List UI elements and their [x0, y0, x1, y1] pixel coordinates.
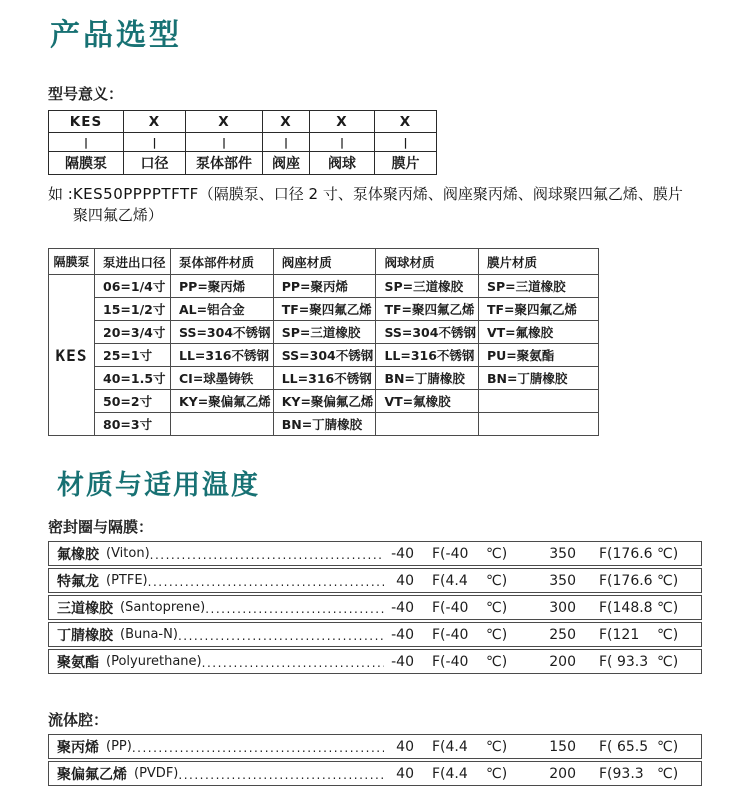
- model-example-text: [48, 184, 710, 226]
- seat-material-cell: TF=聚四氟乙烯: [273, 298, 376, 321]
- material-name: 特氟龙: [57, 573, 99, 590]
- dot-leader: [150, 546, 384, 565]
- header-pump: 隔膜泵: [49, 249, 95, 275]
- diaphragm-material-cell: [478, 390, 598, 413]
- model-bar-cell: |: [124, 133, 186, 152]
- port-size-cell: 06=1/4寸: [95, 275, 171, 298]
- dot-leader: [178, 627, 384, 646]
- model-code-table: [48, 110, 437, 175]
- dot-leader: [148, 573, 384, 592]
- temp-row-ptfe: [48, 568, 702, 593]
- max-temp-unit: ℃): [657, 626, 679, 643]
- min-temp-c: F(4.4: [432, 572, 468, 589]
- max-temp-unit: ℃): [657, 545, 679, 562]
- min-temp-unit: ℃): [486, 765, 508, 782]
- port-size-cell: 20=3/4寸: [95, 321, 171, 344]
- min-temp-unit: ℃): [486, 738, 508, 755]
- body-material-cell: SS=304不锈钢: [171, 321, 274, 344]
- diaphragm-material-cell: SP=三道橡胶: [478, 275, 598, 298]
- model-bar-cell: |: [375, 133, 437, 152]
- min-temp-unit: ℃): [486, 545, 508, 562]
- seal-temperature-table: [48, 541, 710, 674]
- max-temp-c: F(93.3: [599, 765, 644, 782]
- material-name-en: (PVDF): [134, 766, 179, 781]
- ball-material-cell: LL=316不锈钢: [376, 344, 479, 367]
- selection-row: [49, 367, 599, 390]
- body-material-cell: PP=聚丙烯: [171, 275, 274, 298]
- ball-material-cell: BN=丁腈橡胶: [376, 367, 479, 390]
- min-temp-c: F(4.4: [432, 765, 468, 782]
- max-temp-f: 300: [549, 599, 576, 616]
- max-temp-unit: ℃): [657, 653, 679, 670]
- model-bar-cell: |: [186, 133, 263, 152]
- model-name-cell: 阀座: [263, 152, 310, 175]
- ball-material-cell: SP=三道橡胶: [376, 275, 479, 298]
- material-name-en: (Polyurethane): [106, 654, 202, 669]
- ball-material-cell: VT=氟橡胶: [376, 390, 479, 413]
- min-temp-c: F(-40: [432, 545, 469, 562]
- max-temp-f: 250: [549, 626, 576, 643]
- diaphragm-material-cell: [478, 413, 598, 436]
- min-temp-unit: ℃): [486, 626, 508, 643]
- port-size-cell: 80=3寸: [95, 413, 171, 436]
- diaphragm-material-cell: TF=聚四氟乙烯: [478, 298, 598, 321]
- material-name: 三道橡胶: [57, 600, 113, 617]
- header-seat-material: 阀座材质: [273, 249, 376, 275]
- model-code-row: [49, 111, 437, 133]
- material-name: 丁腈橡胶: [57, 627, 113, 644]
- port-size-cell: 50=2寸: [95, 390, 171, 413]
- example-prefix: 如 :: [48, 185, 73, 203]
- model-name-cell: 口径: [124, 152, 186, 175]
- temp-row-viton: [48, 541, 702, 566]
- min-temp-f: -40: [391, 626, 414, 643]
- header-diaphragm-material: 膜片材质: [478, 249, 598, 275]
- selection-header-row: [49, 249, 599, 275]
- diaphragm-material-cell: BN=丁腈橡胶: [478, 367, 598, 390]
- example-model-code: KES50PPPPTFTF: [72, 185, 199, 203]
- material-selection-table: [48, 248, 599, 436]
- body-material-cell: [171, 413, 274, 436]
- max-temp-unit: ℃): [657, 572, 679, 589]
- max-temp-c: F(176.6: [599, 545, 653, 562]
- model-name-cell: 隔膜泵: [49, 152, 124, 175]
- body-material-cell: AL=铝合金: [171, 298, 274, 321]
- model-name-row: [49, 152, 437, 175]
- min-temp-f: 40: [396, 572, 414, 589]
- max-temp-f: 350: [549, 572, 576, 589]
- material-name-en: (PTFE): [106, 573, 148, 588]
- header-port-size: 泵进出口径: [95, 249, 171, 275]
- material-name-en: (Buna-N): [120, 627, 178, 642]
- model-code-cell: X: [263, 111, 310, 133]
- port-size-cell: 25=1寸: [95, 344, 171, 367]
- material-name: 聚偏氟乙烯: [57, 766, 127, 783]
- min-temp-unit: ℃): [486, 599, 508, 616]
- temp-row-pp: [48, 734, 702, 759]
- port-size-cell: 40=1.5寸: [95, 367, 171, 390]
- min-temp-c: F(-40: [432, 653, 469, 670]
- example-body: [73, 184, 689, 226]
- min-temp-f: 40: [396, 738, 414, 755]
- dot-leader: [178, 766, 384, 785]
- min-temp-f: 40: [396, 765, 414, 782]
- selection-row: [49, 344, 599, 367]
- dot-leader: [205, 600, 384, 619]
- body-material-cell: CI=球墨铸铁: [171, 367, 274, 390]
- seal-diaphragm-label: 密封圈与隔膜：: [48, 518, 154, 536]
- example-description: （隔膜泵、口径 2 寸、泵体聚丙烯、阀座聚丙烯、阀球聚四氟乙烯、膜片聚四氟乙烯）: [72, 185, 683, 224]
- ball-material-cell: [376, 413, 479, 436]
- max-temp-f: 150: [549, 738, 576, 755]
- min-temp-f: -40: [391, 545, 414, 562]
- model-bar-cell: |: [310, 133, 375, 152]
- seat-material-cell: SS=304不锈钢: [273, 344, 376, 367]
- model-name-cell: 阀球: [310, 152, 375, 175]
- seat-material-cell: PP=聚丙烯: [273, 275, 376, 298]
- min-temp-c: F(-40: [432, 626, 469, 643]
- min-temp-f: -40: [391, 599, 414, 616]
- ball-material-cell: TF=聚四氟乙烯: [376, 298, 479, 321]
- port-size-cell: 15=1/2寸: [95, 298, 171, 321]
- body-material-cell: LL=316不锈钢: [171, 344, 274, 367]
- section-title-materials-temperature: 材质与适用温度: [57, 470, 260, 501]
- min-temp-unit: ℃): [486, 653, 508, 670]
- seat-material-cell: BN=丁腈橡胶: [273, 413, 376, 436]
- selection-row: [49, 298, 599, 321]
- model-code-cell: X: [124, 111, 186, 133]
- max-temp-f: 200: [549, 653, 576, 670]
- material-name: 氟橡胶: [57, 546, 99, 563]
- material-name-en: (Viton): [106, 546, 150, 561]
- fluid-temperature-table: [48, 734, 710, 786]
- material-name-en: (Santoprene): [120, 600, 206, 615]
- min-temp-unit: ℃): [486, 572, 508, 589]
- selection-row: [49, 390, 599, 413]
- diaphragm-material-cell: VT=氟橡胶: [478, 321, 598, 344]
- material-name-en: (PP): [106, 739, 132, 754]
- temp-row-polyurethane: [48, 649, 702, 674]
- selection-row: [49, 321, 599, 344]
- model-name-cell: 膜片: [375, 152, 437, 175]
- seat-material-cell: LL=316不锈钢: [273, 367, 376, 390]
- max-temp-f: 350: [549, 545, 576, 562]
- min-temp-c: F(4.4: [432, 738, 468, 755]
- diaphragm-material-cell: PU=聚氨酯: [478, 344, 598, 367]
- body-material-cell: KY=聚偏氟乙烯: [171, 390, 274, 413]
- max-temp-unit: ℃): [657, 765, 679, 782]
- max-temp-c: F(176.6: [599, 572, 653, 589]
- selection-row: [49, 275, 599, 298]
- model-code-cell: X: [310, 111, 375, 133]
- ball-material-cell: SS=304不锈钢: [376, 321, 479, 344]
- temp-row-pvdf: [48, 761, 702, 786]
- min-temp-c: F(-40: [432, 599, 469, 616]
- temp-row-santoprene: [48, 595, 702, 620]
- model-bar-cell: |: [49, 133, 124, 152]
- model-bar-row: [49, 133, 437, 152]
- model-bar-cell: |: [263, 133, 310, 152]
- max-temp-c: F( 65.5: [599, 738, 649, 755]
- max-temp-c: F( 93.3: [599, 653, 649, 670]
- model-code-cell: X: [186, 111, 263, 133]
- dot-leader: [132, 739, 384, 758]
- model-code-cell: X: [375, 111, 437, 133]
- page-title: 产品选型: [50, 18, 182, 53]
- header-ball-material: 阀球材质: [376, 249, 479, 275]
- selection-row: [49, 413, 599, 436]
- min-temp-f: -40: [391, 653, 414, 670]
- max-temp-unit: ℃): [657, 738, 679, 755]
- material-name: 聚氨酯: [57, 654, 99, 671]
- dot-leader: [202, 654, 384, 673]
- header-body-material: 泵体部件材质: [171, 249, 274, 275]
- model-name-cell: 泵体部件: [186, 152, 263, 175]
- model-meaning-label: 型号意义：: [48, 85, 124, 103]
- fluid-chamber-label: 流体腔：: [48, 711, 109, 729]
- model-code-cell: KES: [49, 111, 124, 133]
- max-temp-f: 200: [549, 765, 576, 782]
- temp-row-buna-n: [48, 622, 702, 647]
- material-name: 聚丙烯: [57, 739, 99, 756]
- max-temp-unit: ℃): [657, 599, 679, 616]
- max-temp-c: F(121: [599, 626, 640, 643]
- seat-material-cell: SP=三道橡胶: [273, 321, 376, 344]
- pump-code-cell: KES: [49, 275, 95, 436]
- seat-material-cell: KY=聚偏氟乙烯: [273, 390, 376, 413]
- max-temp-c: F(148.8: [599, 599, 653, 616]
